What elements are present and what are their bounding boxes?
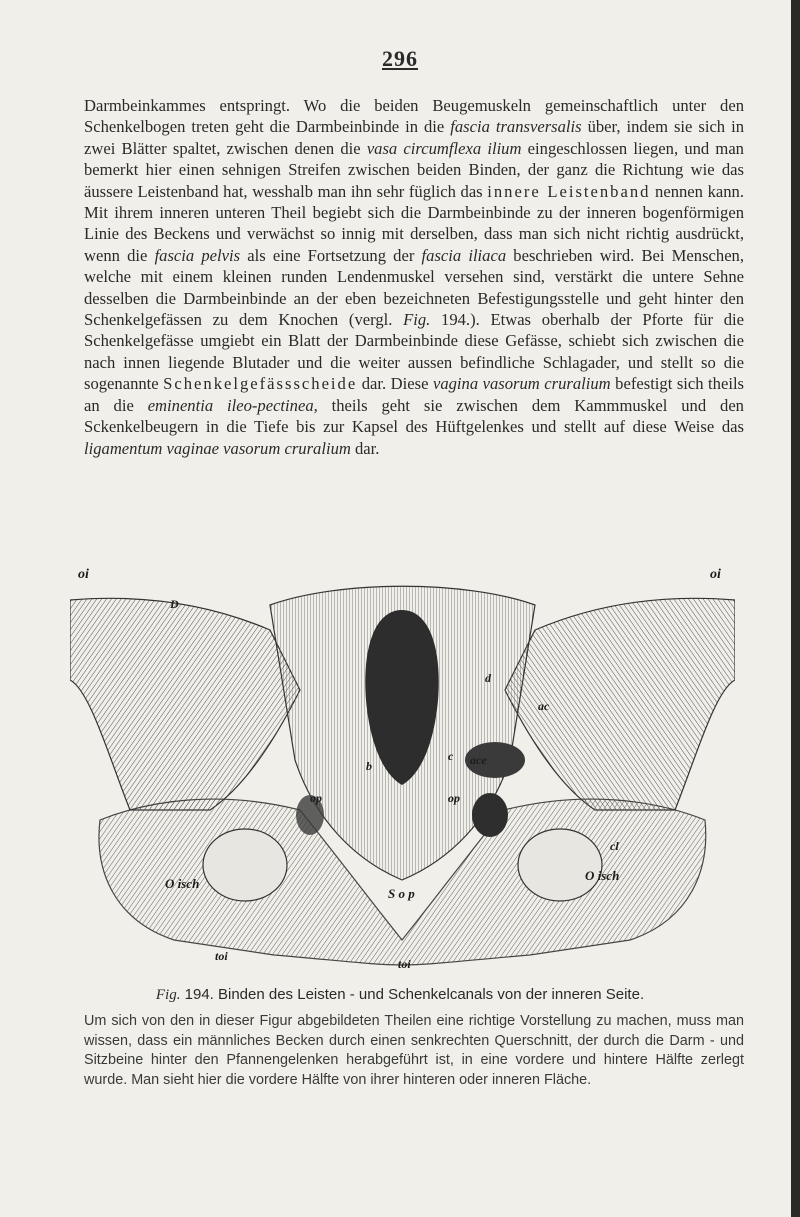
- label-d: D: [170, 597, 179, 611]
- figure-caption: [0, 986, 800, 1004]
- right-obturator: [518, 829, 602, 901]
- left-iliac-wing: [70, 598, 300, 810]
- paragraph-run: ligamentum vaginae vasorum cruralium: [84, 438, 351, 458]
- label-oisch-right: O isch: [585, 868, 620, 883]
- paragraph-text: [84, 95, 744, 459]
- main-paragraph: [84, 95, 744, 459]
- paragraph-run: dar. Diese: [357, 374, 433, 394]
- label-b: b: [366, 759, 372, 773]
- paragraph-run: Darmbeinkammes entspringt. Wo die beiden Beugemuskeln gemeinschaftlich unter den Schenkelbogen treten geht die Darmbeinbinde in die: [84, 96, 744, 137]
- paragraph-run: innere Leistenband: [487, 181, 651, 201]
- paragraph-run: vasa circumflexa ilium: [366, 138, 522, 158]
- label-c: c: [448, 749, 454, 763]
- paragraph-run: fascia iliaca: [421, 245, 507, 265]
- anatomical-figure: [70, 560, 735, 970]
- paragraph-run: Schenkelgefässscheide: [163, 374, 358, 394]
- paragraph-run: eminentia ileo-pectinea,: [147, 395, 318, 415]
- paragraph-run: eingeschlossen liegen, und man bemerkt hier einen sehnigen Streifen zwischen beiden Binden, der ganz die Richtung wie das äussere Leistenband hat, wesshalb man ihn sehr füglich das: [84, 138, 744, 201]
- label-oi-left: oi: [78, 567, 89, 582]
- paragraph-run: 194.). Etwas oberhalb der Pforte für die Schenkelgefässe umgiebt ein Blatt der Darmbeinbinde diese Gefässe, schiebt sich zwischen die nach innen liegende Blutader und die weiter aussen befindliche Schlagader, und stellt so die sogenannte: [84, 310, 744, 394]
- label-op-right: op: [448, 791, 460, 805]
- paragraph-run: über, indem sie sich in zwei Blätter spaltet, zwischen denen die: [84, 117, 744, 158]
- paragraph-run: vagina vasorum cruralium: [432, 374, 611, 394]
- paragraph-run: beschrieben wird. Bei Menschen, welche mit einem kleinen runden Lendenmuskel versehen sind, verstärkt die untere Sehne desselben die Darmbeinbinde an der eben bezeichneten Befestigungsstelle und geht hinter den Schenkelgefässen zu dem Knochen (vergl.: [84, 245, 745, 330]
- paragraph-run: fascia pelvis: [154, 245, 241, 265]
- label-oi-right: oi: [710, 567, 721, 582]
- paragraph-run: theils geht sie zwischen dem Kammmuskel und den Sckenkelbeugern in die Tiefe bis zur Kapsel des Hüftgelenkes und stellt auf diese Weise das: [84, 395, 744, 437]
- label-ac: ac: [538, 699, 550, 713]
- label-oisch-left: O isch: [165, 876, 200, 891]
- label-cl: cl: [610, 839, 619, 853]
- label-toi-left: toi: [215, 949, 228, 963]
- page-number: 296: [382, 46, 418, 71]
- paragraph-run: als eine Fortsetzung der: [240, 245, 422, 265]
- figure-footnote: Um sich von den in dieser Figur abgebildeten Theilen eine richtige Vorstellung zu machen, muss man wissen, dass ein männliches Becken durch einen senkrechten Querschnitt, der durch die Darm - und Sitzbeine hinter den Pfannengelenken herabgeführt ist, in eine vordere und hintere Hälfte zerlegt wurde. Man sieht hier die vordere Hälfte von ihrer hinteren oder inneren Fläche.: [84, 1013, 744, 1088]
- label-op-left: op: [310, 791, 322, 805]
- paragraph-run: dar.: [350, 438, 380, 458]
- label-toi-bottom: toi: [398, 957, 411, 970]
- paragraph-run: fascia transversalis: [450, 117, 582, 137]
- label-ace: ace: [470, 753, 487, 767]
- left-obturator: [203, 829, 287, 901]
- paragraph-run: befestigt sich theils an die: [84, 374, 745, 415]
- paragraph-run: Fig.: [403, 310, 431, 330]
- label-d-right: d: [485, 671, 491, 685]
- paragraph-run: nennen kann. Mit ihrem inneren unteren Theil begiebt sich die Darmbeinbinde zu der inneren bogenförmigen Linie des Beckens und verwächst so innig mit derselben, dass man sich nicht richtig ausdrückt, wenn die: [84, 181, 744, 265]
- label-sop: S o p: [388, 886, 415, 901]
- caption-text: 194. Binden des Leisten - und Schenkelcanals von der inneren Seite.: [180, 986, 645, 1003]
- page-edge-shadow: [791, 0, 800, 1217]
- caption-fig-label: Fig.: [155, 987, 181, 1003]
- right-cord: [472, 793, 508, 837]
